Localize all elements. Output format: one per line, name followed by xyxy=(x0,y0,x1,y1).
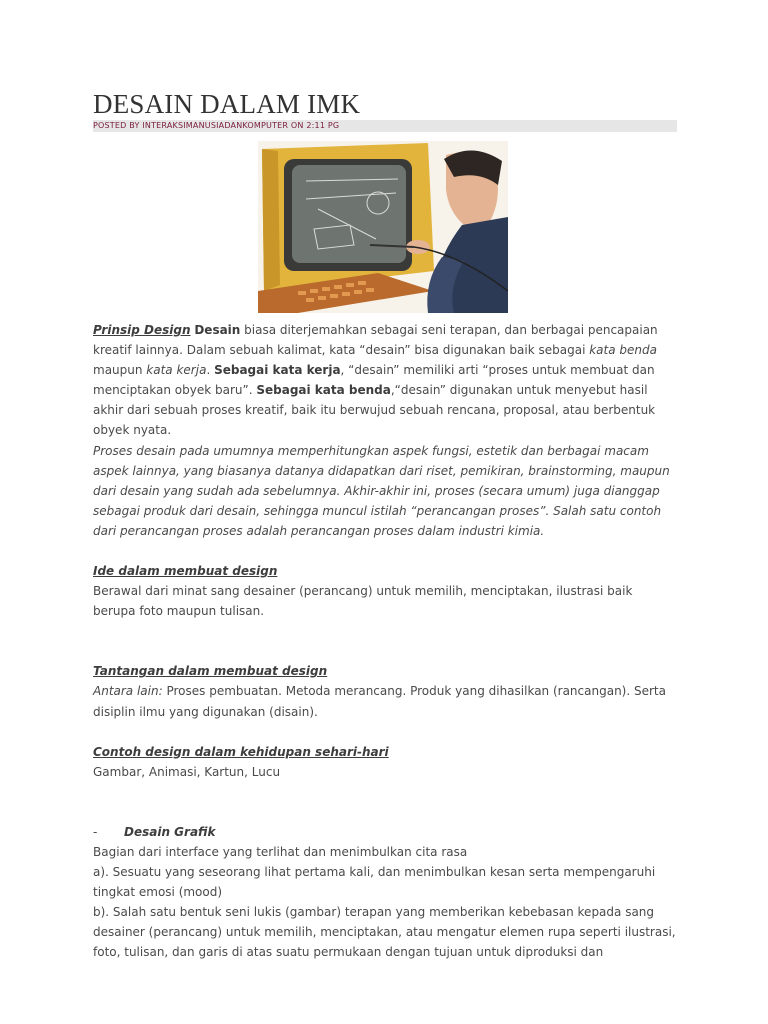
paragraph-tantangan xyxy=(93,681,677,721)
heading-contoh: Contoh design dalam kehidupan sehari-hari xyxy=(93,744,389,759)
computer-user-image xyxy=(258,141,508,313)
heading-tantangan: Tantangan dalam membuat design xyxy=(93,664,328,679)
text: Proses pembuatan. Metoda merancang. Produk yang dihasilkan (rancangan). Serta disiplin ilmu yang digunakan (disain). xyxy=(93,684,666,719)
heading-prinsip-design: Prinsip Design xyxy=(93,323,191,337)
post-body xyxy=(93,320,677,962)
line-desain-grafik-a: a). Sesuatu yang seseorang lihat pertama kali, dan menimbulkan kesan serta mempengaruhi tingkat emosi (mood) xyxy=(93,864,656,900)
text: . xyxy=(206,363,215,378)
blog-post xyxy=(93,88,677,962)
text: , “desain” memiliki arti “proses untuk membuat dan menciptakan obyek baru”. xyxy=(93,363,655,398)
paragraph-proses-desain: Proses desain pada umumnya memperhitungkan aspek fungsi, estetik dan berbagai macam aspek lainnya, yang biasanya datanya didapatkan dari riset, pemikiran, brainstorming, maupun dari desain yang sudah ada sebelumnya. Akhir-akhir ini, proses (secara umum) juga dianggap sebagai produk dari desain, sehingga muncul istilah “perancangan proses”. Salah satu contoh dari perancangan proses adalah perancangan proses dalam industri kimia. xyxy=(93,443,670,538)
text: maupun xyxy=(93,363,147,378)
heading-ide: Ide dalam membuat design xyxy=(93,564,278,579)
retro-computer-illustration xyxy=(258,141,508,313)
term-sebagai-kata-benda: Sebagai kata benda xyxy=(256,383,391,398)
text: biasa diterjemahkan sebagai seni terapan, dan berbagai pencapaian kreatif lainnya. Dalam sebuah kalimat, kata “desain” bisa digunakan baik sebagai xyxy=(93,323,658,358)
term-kata-kerja: kata kerja xyxy=(146,363,207,378)
paragraph-contoh: Gambar, Animasi, Kartun, Lucu xyxy=(93,764,281,779)
term-sebagai-kata-kerja: Sebagai kata kerja xyxy=(214,363,341,378)
paragraph-ide: Berawal dari minat sang desainer (perancang) untuk memilih, menciptakan, ilustrasi baik berupa foto maupun tulisan. xyxy=(93,584,633,619)
term-kata-benda: kata benda xyxy=(589,343,657,358)
text: ,“desain” digunakan untuk menyebut hasil akhir dari sebuah proses kreatif, baik itu berwujud sebuah rencana, proposal, atau berbentuk obyek nyata. xyxy=(93,383,656,438)
line-desain-grafik-b: b). Salah satu bentuk seni lukis (gambar) terapan yang memberikan kebebasan kepada sang desainer (perancang) untuk memilih, menciptakan, atau mengatur elemen rupa seperti ilustrasi, foto, tulisan, dan garis di atas suatu permukaan dengan tujuan untuk diproduksi dan xyxy=(93,905,676,960)
line-desain-grafik-1: Bagian dari interface yang terlihat dan menimbulkan cita rasa xyxy=(93,844,468,859)
list-heading-desain-grafik xyxy=(93,822,677,842)
heading-desain-grafik: Desain Grafik xyxy=(124,824,216,839)
post-title: DESAIN DALAM IMK xyxy=(93,89,361,119)
post-meta: POSTED BY INTERAKSIMANUSIADANKOMPUTER ON 2:11 PG xyxy=(93,120,677,132)
label-antara-lain: Antara lain: xyxy=(93,684,163,699)
term-desain: Desain xyxy=(194,323,241,337)
dash-bullet: - xyxy=(93,824,98,839)
paragraph-prinsip xyxy=(93,320,677,441)
